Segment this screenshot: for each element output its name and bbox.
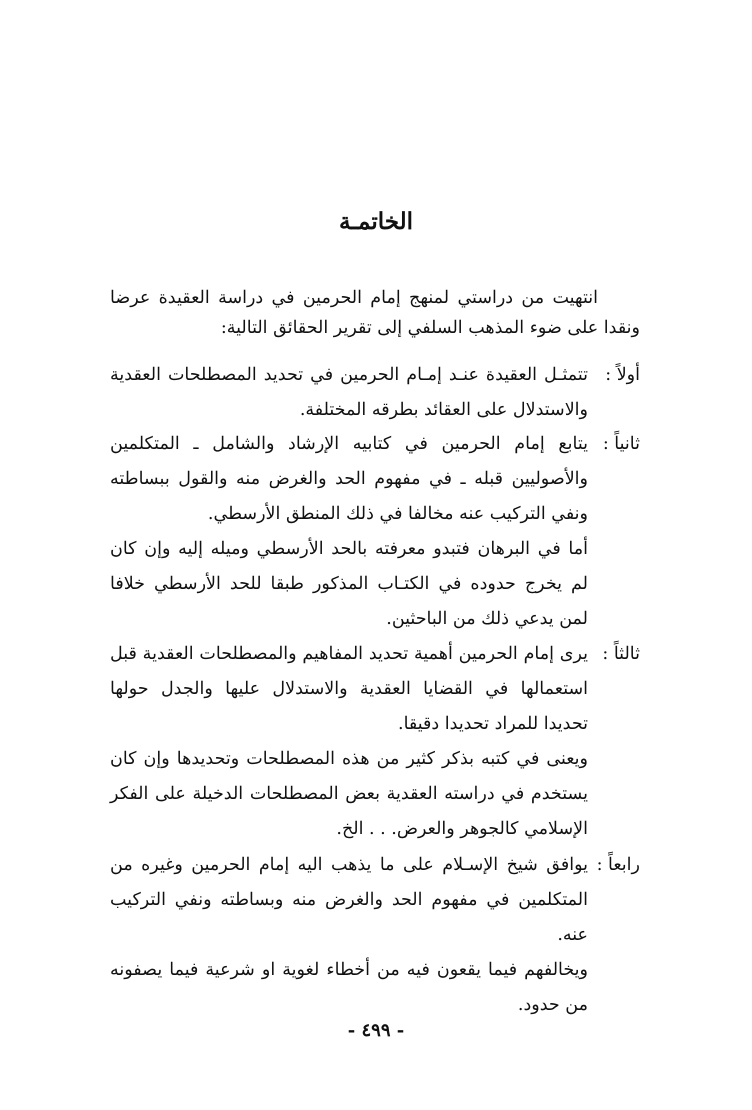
section-body	[110, 637, 588, 847]
section-fourth	[110, 848, 640, 1023]
section-label: أولاً :	[605, 365, 640, 385]
section-paragraph: ويخالفهم فيما يقعون فيه من أخطاء لغوية او شرعية فيما يصفونه من حدود.	[110, 960, 588, 1015]
intro-text: انتهيت من دراستي لمنهج إمام الحرمين في دراسة العقيدة عرضا ونقدا على ضوء المذهب السلفي إلى تقرير الحقائق التالية:	[110, 288, 640, 338]
section-paragraph: يتابع إمام الحرمين في كتابيه الإرشاد والشامل ـ المتكلمين والأصوليين قبله ـ في مفهوم الحد والغرض منه والقول ببساطته ونفي التركيب عنه مخالفا في ذلك المنطق الأرسطي.	[110, 434, 588, 524]
section-label: رابعاً :	[596, 855, 640, 875]
page-number: - ٤٩٩ -	[347, 1020, 405, 1041]
page-title: الخاتمـة	[338, 208, 414, 235]
section-body	[110, 427, 588, 637]
section-paragraph: تتمثـل العقيدة عنـد إمـام الحرمين في تحديد المصطلحات العقدية والاستدلال على العقائد بطرقه المختلفة.	[110, 365, 588, 420]
section-paragraph: ويعنى في كتبه بذكر كثير من هذه المصطلحات وتحديدها وإن كان يستخدم في دراسته العقدية بعض المصطلحات الدخيلة على الفكر الإسلامي كالجوهر والعرض. . . الخ.	[110, 749, 588, 839]
intro-paragraph	[110, 283, 640, 343]
section-paragraph: أما في البرهان فتبدو معرفته بالحد الأرسطي وميله إليه وإن كان لم يخرج حدوده في الكتـاب المذكور طبقا للحد الأرسطي خلافا لمن يدعي ذلك من الباحثين.	[110, 539, 588, 629]
section-first	[110, 358, 640, 428]
section-body	[110, 358, 588, 428]
section-second	[110, 427, 640, 637]
section-label: ثالثاً :	[602, 644, 640, 664]
section-third	[110, 637, 640, 847]
section-body	[110, 848, 588, 1023]
section-paragraph: يوافق شيخ الإسـلام على ما يذهب اليه إمام الحرمين وغيره من المتكلمين في مفهوم الحد والغرض منه وبساطته ونفي التركيب عنه.	[110, 855, 588, 945]
section-paragraph: يرى إمام الحرمين أهمية تحديد المفاهيم والمصطلحات العقدية قبل استعمالها في القضايا العقدية والاستدلال عليها والجدل حولها تحديدا للمراد تحديدا دقيقا.	[110, 644, 588, 734]
section-label: ثانياً :	[602, 434, 640, 454]
